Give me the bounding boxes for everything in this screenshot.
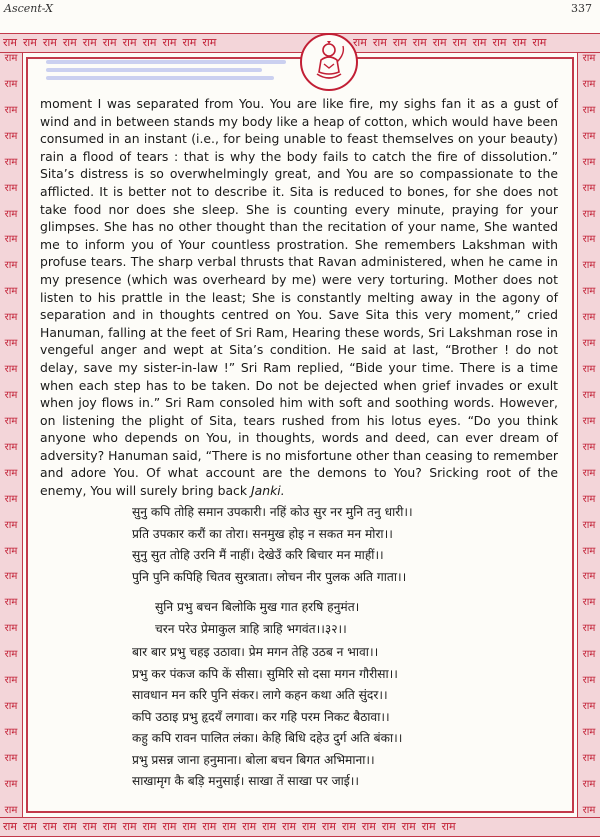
border-word: राम — [381, 820, 396, 833]
border-word: राम — [582, 104, 596, 116]
border-word: राम — [582, 312, 596, 324]
border-word: राम — [202, 36, 217, 49]
border-word: राम — [582, 130, 596, 142]
border-word: राम — [582, 234, 596, 246]
border-word: राम — [162, 36, 177, 49]
border-word: राम — [4, 752, 18, 764]
border-word: राम — [4, 519, 18, 531]
border-left — [0, 53, 23, 817]
border-word: राम — [42, 820, 57, 833]
border-word: राम — [582, 364, 596, 376]
border-word: राम — [102, 820, 117, 833]
prose-paragraph — [40, 95, 558, 500]
border-word: राम — [582, 493, 596, 505]
border-word: राम — [3, 820, 17, 833]
border-word: राम — [322, 820, 336, 833]
border-word: राम — [22, 820, 37, 833]
border-word: राम — [42, 36, 57, 49]
verse-line: साखामृग कै बड़ि मनुसाई। साखा तें साखा पर जाई।। — [132, 774, 360, 788]
border-word: राम — [582, 182, 596, 194]
border-word: राम — [341, 820, 356, 833]
verse-line: प्रभु कर पंकज कपि कें सीसा। सुमिरि सो दसा मगन गौरीसा।। — [132, 666, 398, 681]
border-word: राम — [22, 36, 37, 49]
border-word: राम — [222, 820, 237, 833]
verse-line: सावधान मन करि पुनि संकर। लागे कहन कथा अति सुंदर।। — [132, 688, 388, 702]
border-word: राम — [3, 36, 17, 49]
border-word: राम — [4, 623, 18, 635]
border-word: राम — [582, 286, 596, 298]
page-number: 337 — [571, 2, 592, 15]
border-word: राम — [412, 36, 427, 49]
border-word: राम — [4, 286, 18, 298]
verse-line: बार बार प्रभु चहइ उठावा। प्रेम मगन तेहि उठब न भावा।। — [132, 645, 379, 659]
verse-line: सुनु सुत तोहि उरनि मैं नाहीं। देखेउँ करि बिचार मन माहीं।। — [132, 548, 384, 562]
verse-line: चरन परेउ प्रेमाकुल त्राहि त्राहि भगवंत।।३२।। — [155, 621, 347, 636]
prose-text: moment I was separated from You. You are like fire, my sighs fan it as a gust of wind and in between stands my body like a heap of cotton, which would have been consumed in an instant (i.e., for being unable to feast themselves on your beauty) rain a flood of tears : that is why the body fails to catch the fire of dissolution.” Sita’s distress is so overwhelmingly great, and You are so compassionate to the afflicted. It is better not to describe it. Sita is reduced to bones, for she does not take food nor does she sleep. She is counting every minute, praying for your glimpses. She has no other thought than the recitation of your name, She wanted me to inform you of Your countless prostration. She remembers Lakshman with profuse tears. The sharp verbal thrusts that Ravan administered, when he came in my presence (which was overheard by me) were very torturing. Mother does not listen to his prattle in the least; She is constantly melting away in the agony of separation and in thoughts centred on You. Save Sita this very moment,” cried Hanuman, falling at the feet of Sri Ram, Hearing these words, Sri Lakshman rose in vengeful anger and wept at Sita’s condition. He said at last, “Brother ! do not delay, save my sister-in-law !” Sri Ram replied, “Bide your time. There is a time when each step has to be taken. Do not be dejected when grief invades or exult when joy flows in.” Sri Ram consoled him with soft and soothing words. However, on listening the plight of Sita, tears rushed from his lotus eyes. “Do you think anyone who depends on You, in thoughts, words and deed, can ever dream of adversity? Hanuman said, “There is no misfortune other than ceasing to remember and adore You. Of what account are the demons to You? Sricking root of the enemy, You will surely bring back — [40, 96, 558, 499]
border-word: राम — [352, 36, 367, 49]
border-word: राम — [4, 156, 18, 168]
border-word: राम — [202, 820, 217, 833]
border-word: राम — [4, 778, 18, 790]
border-word: राम — [242, 820, 257, 833]
border-word: राम — [142, 36, 157, 49]
border-word: राम — [4, 208, 18, 220]
border-word: राम — [4, 467, 18, 479]
border-word: राम — [582, 389, 596, 401]
chaupai-block-1 — [132, 502, 413, 588]
border-word: राम — [4, 493, 18, 505]
border-word: राम — [392, 36, 407, 49]
border-word: राम — [372, 36, 387, 49]
border-word: राम — [4, 649, 18, 661]
border-word: राम — [361, 820, 376, 833]
border-word: राम — [182, 36, 197, 49]
verse-line: सुनि प्रभु बचन बिलोकि मुख गात हरषि हनुमंत। — [155, 600, 360, 614]
border-word: राम — [4, 364, 18, 376]
border-word: राम — [4, 338, 18, 350]
border-word: राम — [142, 820, 157, 833]
border-word: राम — [4, 804, 18, 816]
border-word: राम — [4, 701, 18, 713]
border-top-right-run — [330, 34, 600, 52]
faded-line — [46, 68, 262, 72]
running-header: Ascent-X — [4, 2, 53, 15]
border-word: राम — [421, 820, 436, 833]
border-word: राम — [582, 415, 596, 427]
border-word: राम — [122, 820, 137, 833]
border-word: राम — [4, 597, 18, 609]
border-word: राम — [582, 260, 596, 272]
border-word: राम — [401, 820, 416, 833]
doha-block — [155, 597, 359, 640]
border-word: राम — [4, 312, 18, 324]
verse-line: पुनि पुनि कपिहि चितव सुरत्राता। लोचन नीर पुलक अति गाता।। — [132, 569, 407, 584]
border-word: राम — [162, 820, 177, 833]
border-word: राम — [582, 778, 596, 790]
border-word: राम — [512, 36, 527, 49]
border-bottom — [0, 817, 600, 837]
border-top-left-run — [0, 34, 272, 52]
border-word: राम — [4, 675, 18, 687]
border-word: राम — [62, 820, 77, 833]
border-word: राम — [582, 623, 596, 635]
border-word: राम — [452, 36, 467, 49]
verse-line: प्रति उपकार करौं का तोरा। सनमुख होइ न सकत मन मोरा।। — [132, 526, 393, 541]
border-word: राम — [582, 726, 596, 738]
border-word: राम — [582, 78, 596, 90]
border-word: राम — [4, 415, 18, 427]
border-word: राम — [582, 441, 596, 453]
border-word: राम — [582, 53, 596, 64]
border-word: राम — [102, 36, 117, 49]
border-top — [0, 33, 600, 53]
border-word: राम — [4, 441, 18, 453]
border-word: राम — [582, 752, 596, 764]
border-word: राम — [582, 804, 596, 816]
border-word: राम — [4, 78, 18, 90]
border-word: राम — [582, 467, 596, 479]
border-word: राम — [4, 571, 18, 583]
border-word: राम — [4, 104, 18, 116]
border-word: राम — [62, 36, 77, 49]
hanuman-emblem-icon — [300, 33, 358, 91]
border-word: राम — [582, 519, 596, 531]
border-word: राम — [582, 597, 596, 609]
border-word: राम — [182, 820, 197, 833]
border-word: राम — [122, 36, 137, 49]
border-word: राम — [4, 53, 18, 64]
border-word: राम — [4, 389, 18, 401]
border-word: राम — [302, 820, 316, 833]
border-word: राम — [582, 208, 596, 220]
border-word: राम — [4, 234, 18, 246]
border-word: राम — [4, 130, 18, 142]
verse-line: कहु कपि रावन पालित लंका। केहि बिधि दहेउ दुर्ग अति बंका।। — [132, 731, 403, 745]
border-word: राम — [82, 36, 97, 49]
border-right — [577, 53, 600, 817]
prose-italic-janki: Janki. — [250, 483, 285, 499]
verse-line: प्रभु प्रसन्न जाना हनुमाना। बोला बचन बिगत अभिमाना।। — [132, 752, 375, 767]
verse-line: कपि उठाइ प्रभु हृदयँ लगावा। कर गहि परम निकट बैठावा।। — [132, 709, 390, 724]
border-word: राम — [582, 675, 596, 687]
border-word: राम — [582, 338, 596, 350]
border-word: राम — [582, 571, 596, 583]
chaupai-block-2 — [132, 642, 402, 793]
border-word: राम — [582, 701, 596, 713]
border-word: राम — [532, 36, 547, 49]
border-word: राम — [432, 36, 447, 49]
border-word: राम — [441, 820, 456, 833]
faded-text-lines — [46, 60, 286, 84]
faded-line — [46, 76, 274, 80]
verse-line: सुनु कपि तोहि समान उपकारी। नहिं कोउ सुर नर मुनि तनु धारी।। — [132, 505, 413, 519]
border-word: राम — [4, 726, 18, 738]
prose-body — [40, 95, 558, 500]
border-word: राम — [262, 820, 277, 833]
border-word: राम — [582, 545, 596, 557]
border-word: राम — [582, 156, 596, 168]
border-word: राम — [492, 36, 507, 49]
hanuman-emblem-icon — [307, 40, 351, 84]
border-word: राम — [472, 36, 487, 49]
border-word: राम — [4, 260, 18, 272]
border-word: राम — [4, 545, 18, 557]
border-word: राम — [4, 182, 18, 194]
border-word: राम — [82, 820, 97, 833]
border-word: राम — [282, 820, 297, 833]
faded-line — [46, 60, 286, 64]
border-word: राम — [582, 649, 596, 661]
